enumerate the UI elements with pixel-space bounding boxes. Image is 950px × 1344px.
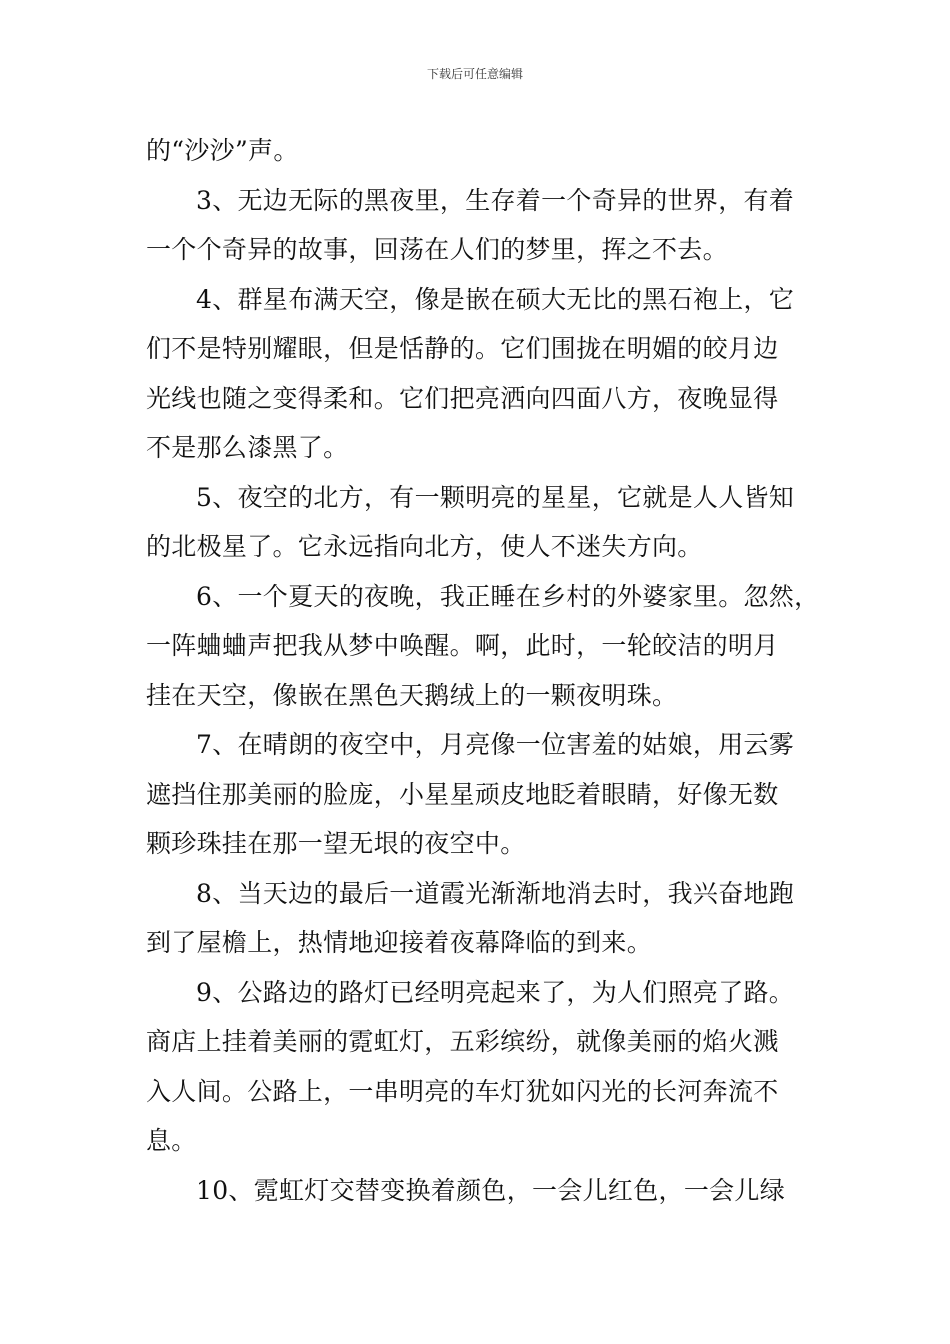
text-line: 3、无边无际的黑夜里，生存着一个奇异的世界，有着 bbox=[196, 185, 795, 215]
text-line: 6、一个夏天的夜晚，我正睡在乡村的外婆家里。忽然， bbox=[196, 581, 820, 611]
text-line: 们不是特别耀眼，但是恬静的。它们围拢在明媚的皎月边 bbox=[146, 334, 779, 363]
text-line: 的“沙沙”声。 bbox=[146, 136, 299, 165]
text-line: 不是那么漆黑了。 bbox=[146, 433, 349, 462]
text-line: 的北极星了。它永远指向北方，使人不迷失方向。 bbox=[146, 532, 703, 561]
text-line: 一个个奇异的故事，回荡在人们的梦里，挥之不去。 bbox=[146, 235, 728, 264]
text-line: 入人间。公路上，一串明亮的车灯犹如闪光的长河奔流不 bbox=[146, 1076, 779, 1106]
text-line: 5、夜空的北方，有一颗明亮的星星，它就是人人皆知 bbox=[196, 482, 795, 512]
text-line: 一阵蛐蛐声把我从梦中唤醒。啊，此时，一轮皎洁的明月 bbox=[146, 631, 779, 660]
text-line: 4、群星布满天空，像是嵌在硕大无比的黑石袍上，它 bbox=[196, 284, 795, 314]
text-line: 光线也随之变得柔和。它们把亮洒向四面八方，夜晚显得 bbox=[146, 383, 779, 413]
text-line: 息。 bbox=[146, 1126, 197, 1155]
text-line: 到了屋檐上，热情地迎接着夜幕降临的到来。 bbox=[146, 928, 653, 957]
text-line: 商店上挂着美丽的霓虹灯，五彩缤纷，就像美丽的焰火溅 bbox=[146, 1027, 779, 1056]
text-line: 7、在晴朗的夜空中，月亮像一位害羞的姑娘，用云雾 bbox=[196, 730, 795, 759]
text-line: 遮挡住那美丽的脸庞，小星星顽皮地眨着眼睛，好像无数 bbox=[146, 779, 779, 809]
text-line: 8、当天边的最后一道霞光渐渐地消去时，我兴奋地跑 bbox=[196, 878, 795, 908]
text-line: 挂在天空，像嵌在黑色天鹅绒上的一颗夜明珠。 bbox=[146, 680, 678, 710]
document-body bbox=[146, 126, 820, 1215]
text-line: 颗珍珠挂在那一望无垠的夜空中。 bbox=[146, 829, 526, 858]
text-line: 10、霓虹灯交替变换着颜色，一会儿红色，一会儿绿 bbox=[196, 1175, 786, 1205]
text-line: 9、公路边的路灯已经明亮起来了，为人们照亮了路。 bbox=[196, 977, 795, 1007]
page-header: 下载后可任意编辑 bbox=[426, 67, 523, 81]
